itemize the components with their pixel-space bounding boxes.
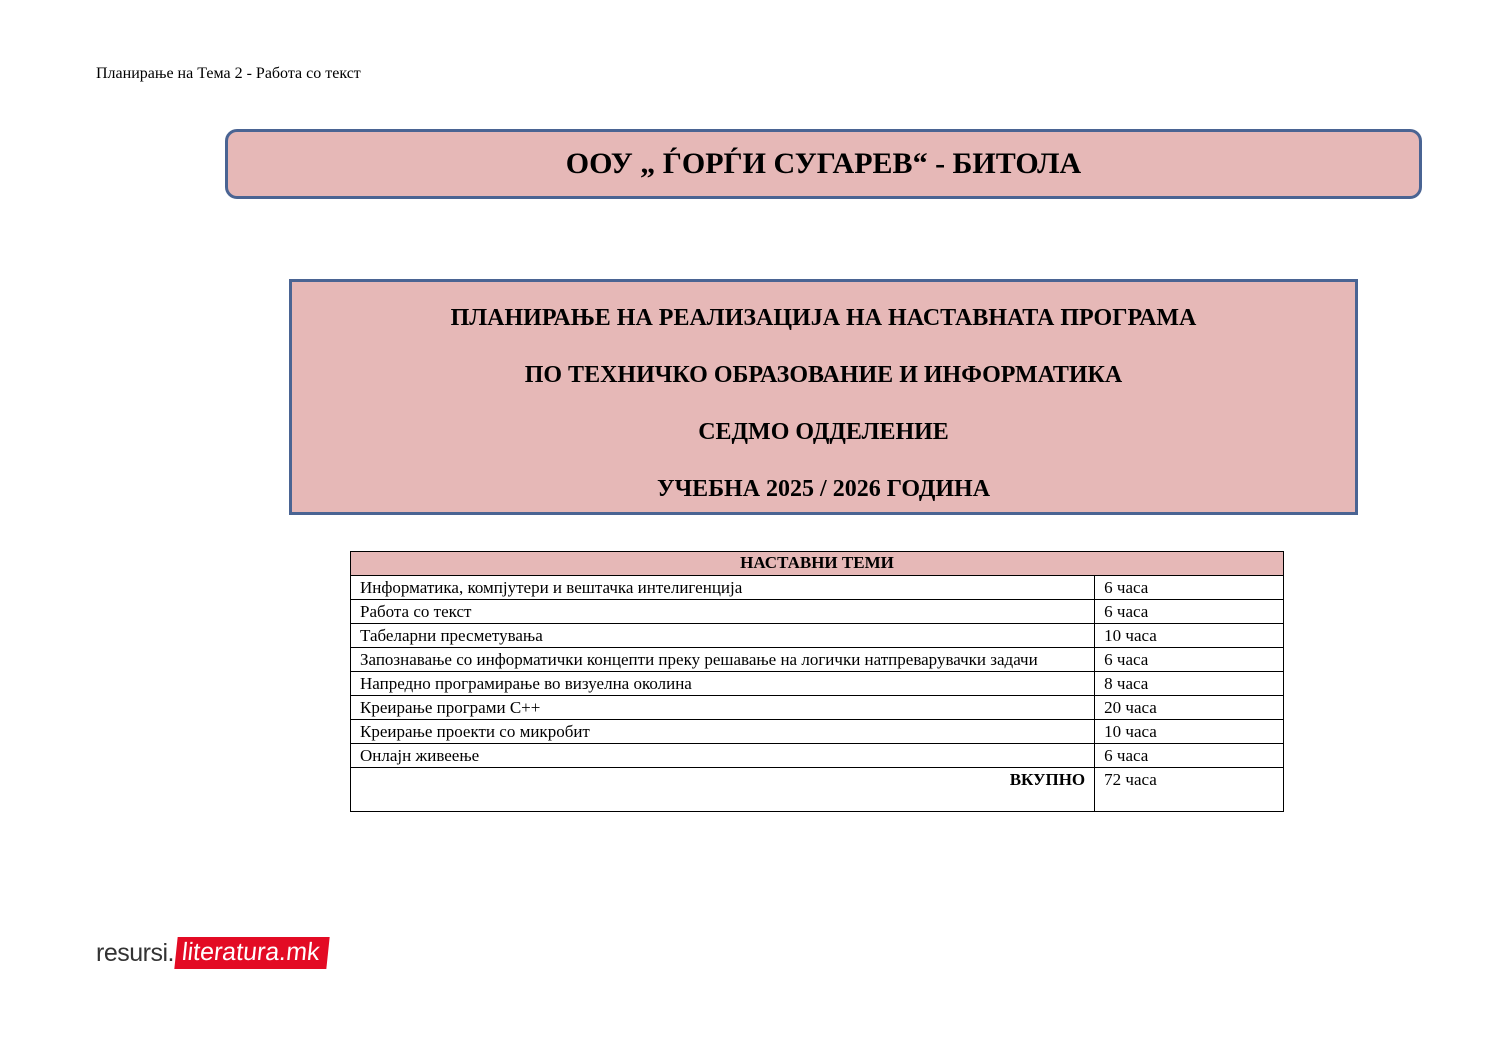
total-hours: 72 часа <box>1095 768 1284 812</box>
total-label: ВКУПНО <box>351 768 1095 812</box>
hours-cell: 20 часа <box>1095 696 1284 720</box>
plan-title-line-2: ПО ТЕХНИЧКО ОБРАЗОВАНИЕ И ИНФОРМАТИКА <box>524 362 1123 388</box>
running-header: Планирање на Тема 2 - Работа со текст <box>96 65 361 82</box>
hours-cell: 10 часа <box>1095 624 1284 648</box>
plan-title-line-1: ПЛАНИРАЊЕ НА РЕАЛИЗАЦИЈА НА НАСТАВНАТА ПРОГРАМА <box>450 305 1197 331</box>
topic-cell: Работа со текст <box>351 600 1095 624</box>
hours-cell: 6 часа <box>1095 600 1284 624</box>
table-row <box>351 576 1284 600</box>
topics-table <box>350 551 1284 812</box>
logo-right-text: literatura.mk <box>174 937 329 969</box>
topic-cell: Онлајн живеење <box>351 744 1095 768</box>
table-row <box>351 624 1284 648</box>
hours-cell: 6 часа <box>1095 576 1284 600</box>
table-row <box>351 720 1284 744</box>
table-row <box>351 672 1284 696</box>
table-row <box>351 648 1284 672</box>
school-name: ООУ „ ЃОРЃИ СУГАРЕВ“ - БИТОЛА <box>565 147 1082 180</box>
table-row <box>351 600 1284 624</box>
topics-table-header-row <box>351 552 1284 576</box>
topic-cell: Табеларни пресметувања <box>351 624 1095 648</box>
hours-cell: 8 часа <box>1095 672 1284 696</box>
table-row <box>351 744 1284 768</box>
topic-cell: Креирање проекти со микробит <box>351 720 1095 744</box>
logo-left-text: resursi. <box>96 938 174 967</box>
resursi-literatura-logo <box>96 933 328 973</box>
hours-cell: 6 часа <box>1095 744 1284 768</box>
topic-cell: Креирање програми C++ <box>351 696 1095 720</box>
topics-table-header: НАСТАВНИ ТЕМИ <box>351 552 1284 576</box>
hours-cell: 10 часа <box>1095 720 1284 744</box>
school-name-banner <box>225 129 1422 199</box>
total-row <box>351 768 1284 812</box>
plan-title-box <box>289 279 1358 515</box>
topic-cell: Запознавање со информатички концепти преку решавање на логички натпреварувачки задачи <box>351 648 1095 672</box>
topic-cell: Информатика, компјутери и вештачка интелигенција <box>351 576 1095 600</box>
hours-cell: 6 часа <box>1095 648 1284 672</box>
table-row <box>351 696 1284 720</box>
plan-title-line-3: СЕДМО ОДДЕЛЕНИЕ <box>698 419 949 445</box>
topic-cell: Напредно програмирање во визуелна околина <box>351 672 1095 696</box>
plan-title-line-4: УЧЕБНА 2025 / 2026 ГОДИНА <box>656 476 991 502</box>
